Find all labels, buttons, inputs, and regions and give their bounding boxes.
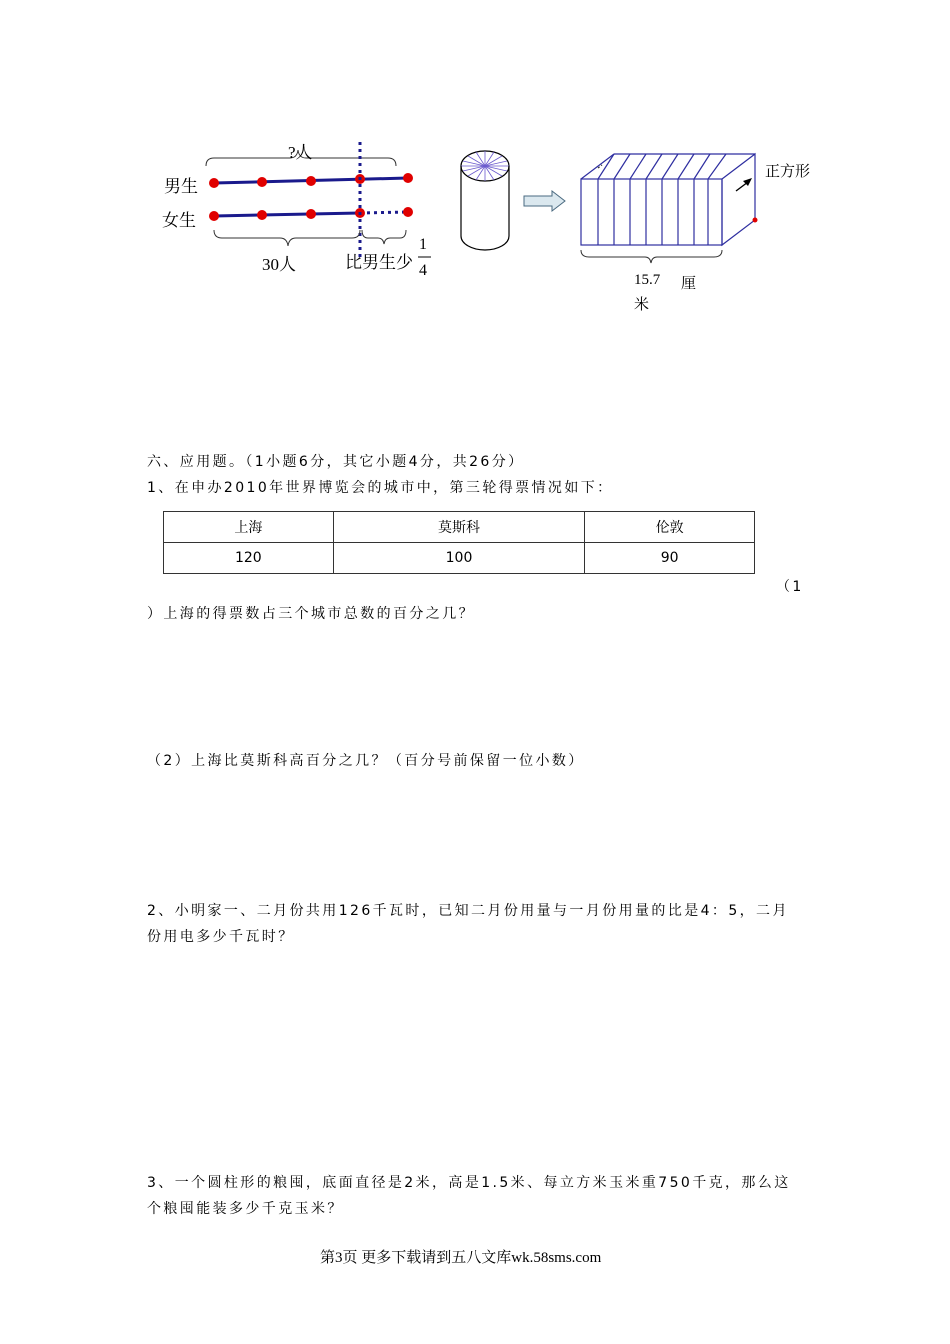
cuboid-front [581,179,722,245]
question-1-1-start: （1 [776,579,804,595]
table-cell: 120 [164,543,334,574]
question-1-text: 1、在申办2010年世界博览会的城市中，第三轮得票情况如下： [147,480,614,496]
total-boys-label: ?人 [288,143,313,162]
length-brace [581,250,722,263]
bottom-brace-right [362,230,406,244]
table-row [164,543,755,574]
boys-label: 男生 [164,177,198,196]
fraction-denominator: 4 [419,262,427,279]
question-3-line-1: 3、一个圆柱形的粮囤，底面直径是2米，高是1.5米、每立方米玉米重750千克，那么这 [147,1175,791,1191]
table-header-cell: 上海 [164,512,334,543]
question-1-2-text: （2）上海比莫斯科高百分之几？（百分号前保留一位小数） [147,753,585,769]
bottom-brace-left [214,230,360,246]
cylinder-cuboid-graphic [450,140,780,270]
girls-dotted-line [360,212,408,213]
fraction-numerator: 1 [419,236,427,253]
cuboid-side [722,154,755,245]
question-2-line-1: 2、小明家一、二月份共用126千瓦时，已知二月份用量与一月份用量的比是4：5，二月 [147,903,789,919]
length-value: 15.7 [634,272,661,288]
question-2-line-2: 份用电多少千瓦时？ [147,929,295,945]
question-3-line-2: 个粮囤能装多少千克玉米？ [147,1201,344,1217]
table-header-cell: 莫斯科 [333,512,585,543]
votes-table [163,511,755,574]
transform-arrow [524,191,565,211]
girls-count-label: 30人 [262,255,296,274]
length-unit-2: 米 [634,297,650,313]
page-footer: 第3页 更多下载请到五八文库wk.58sms.com [320,1250,602,1266]
table-cell: 90 [585,543,755,574]
section-heading: 六、应用题。（1小题6分，其它小题4分，共26分） [147,454,525,470]
square-label: 正方形 [765,164,811,180]
table-header-cell: 伦敦 [585,512,755,543]
girls-label: 女生 [162,211,196,230]
less-than-boys-label: 比男生少 [345,253,413,272]
girls-line [214,213,360,216]
question-1-1-text: ）上海的得票数占三个城市总数的百分之几？ [147,606,475,622]
length-unit-1: 厘 [681,276,697,292]
table-header-row [164,512,755,543]
table-cell: 100 [333,543,585,574]
